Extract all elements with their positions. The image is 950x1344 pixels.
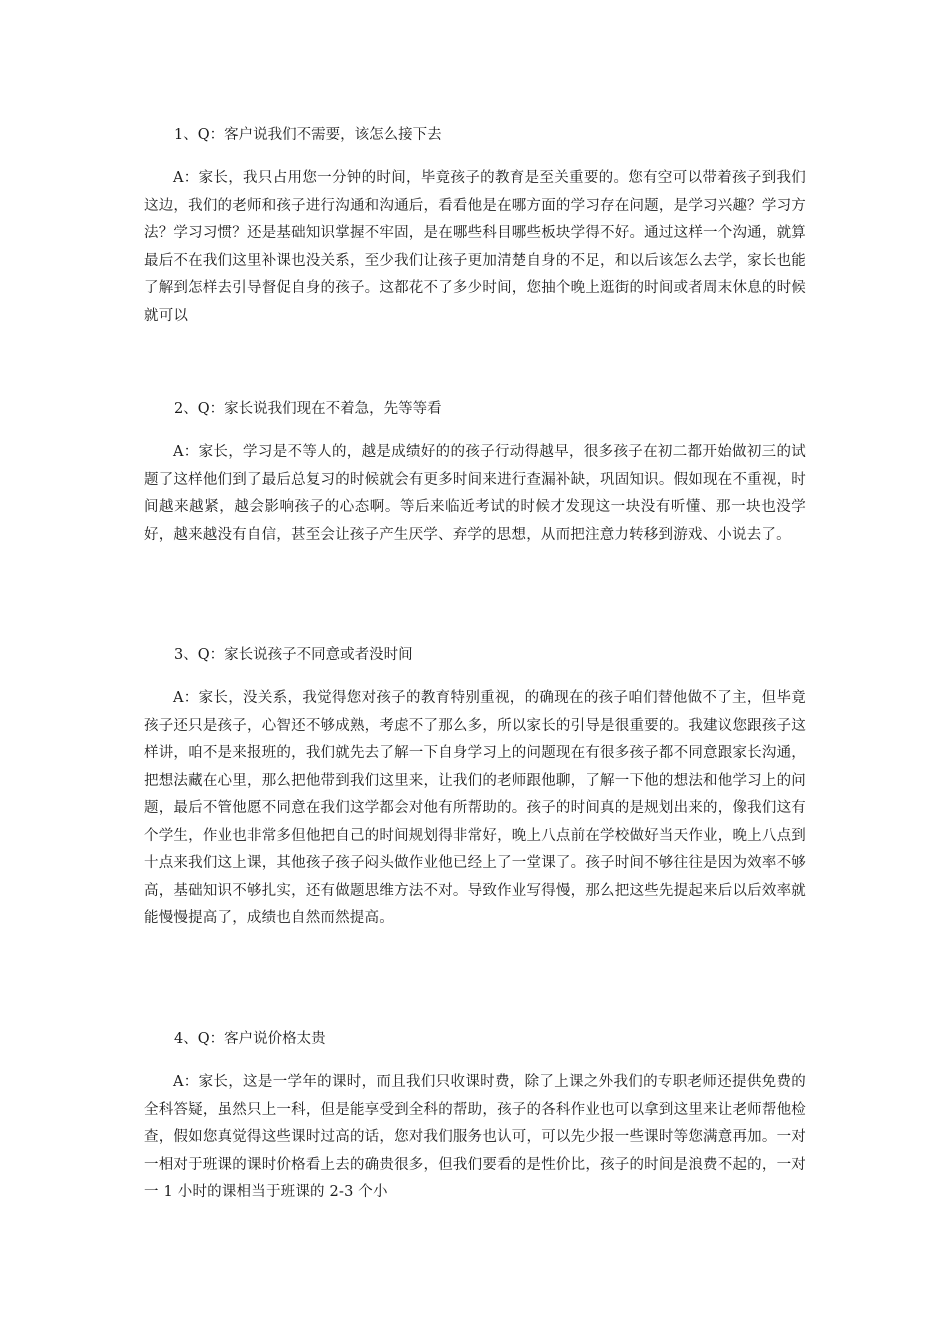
- answer-3: A：家长，没关系，我觉得您对孩子的教育特别重视，的确现在的孩子咱们替他做不了主，但毕竟孩子还只是孩子，心智还不够成熟，考虑不了那么多，所以家长的引导是很重要的。我建议您跟孩子这样讲，咱不是来报班的，我们就先去了解一下自身学习上的问题现在有很多孩子都不同意跟家长沟通，把想法藏在心里，那么把他带到我们这里来，让我们的老师跟他聊，了解一下他的想法和他学习上的问题，最后不管他愿不同意在我们这学都会对他有所帮助的。孩子的时间真的是规划出来的，像我们这有个学生，作业也非常多但他把自己的时间规划得非常好，晚上八点前在学校做好当天作业，晚上八点到十点来我们这上课，其他孩子孩子闷头做作业他已经上了一堂课了。孩子时间不够往往是因为效率不够高，基础知识不够扎实，还有做题思维方法不对。导致作业写得慢，那么把这些先提起来后以后效率就能慢慢提高了，成绩也自然而然提高。: [144, 690, 806, 926]
- question-3: 3、Q：家长说孩子不同意或者没时间: [174, 647, 413, 663]
- answer-2: A：家长，学习是不等人的，越是成绩好的的孩子行动得越早，很多孩子在初二都开始做初三的试题了这样他们到了最后总复习的时候就会有更多时间来进行查漏补缺，巩固知识。假如现在不重视，时间越来越紧，越会影响孩子的心态啊。等后来临近考试的时候才发现这一块没有听懂、那一块也没学好，越来越没有自信，甚至会让孩子产生厌学、弃学的思想，从而把注意力转移到游戏、小说去了。: [144, 444, 806, 543]
- question-2: 2、Q：家长说我们现在不着急，先等等看: [174, 401, 442, 417]
- qa-section-4: [144, 1029, 806, 1207]
- answer-4: A：家长，这是一学年的课时，而且我们只收课时费，除了上课之外我们的专职老师还提供免费的全科答疑，虽然只上一科，但是能享受到全科的帮助，孩子的各科作业也可以拿到这里来让老师帮他检查，假如您真觉得这些课时过高的话，您对我们服务也认可，可以先少报一些课时等您满意再加。一对一相对于班课的课时价格看上去的确贵很多，但我们要看的是性价比，孩子的时间是浪费不起的，一对一 1 小时的课相当于班课的 2-3 个小: [144, 1074, 806, 1200]
- question-1: 1、Q：客户说我们不需要，该怎么接下去: [174, 127, 442, 143]
- question-4: 4、Q：客户说价格太贵: [174, 1031, 326, 1047]
- answer-1: A：家长，我只占用您一分钟的时间，毕竟孩子的教育是至关重要的。您有空可以带着孩子到我们这边，我们的老师和孩子进行沟通和沟通后，看看他是在哪方面的学习存在问题，是学习兴趣？学习方法？学习习惯？还是基础知识掌握不牢固，是在哪些科目哪些板块学得不好。通过这样一个沟通，就算最后不在我们这里补课也没关系，至少我们让孩子更加清楚自身的不足，和以后该怎么去学，家长也能了解到怎样去引导督促自身的孩子。这都花不了多少时间，您抽个晚上逛街的时间或者周末休息的时候就可以: [144, 170, 806, 324]
- qa-section-1: [144, 125, 806, 330]
- qa-section-3: [144, 645, 806, 933]
- qa-section-2: [144, 399, 806, 549]
